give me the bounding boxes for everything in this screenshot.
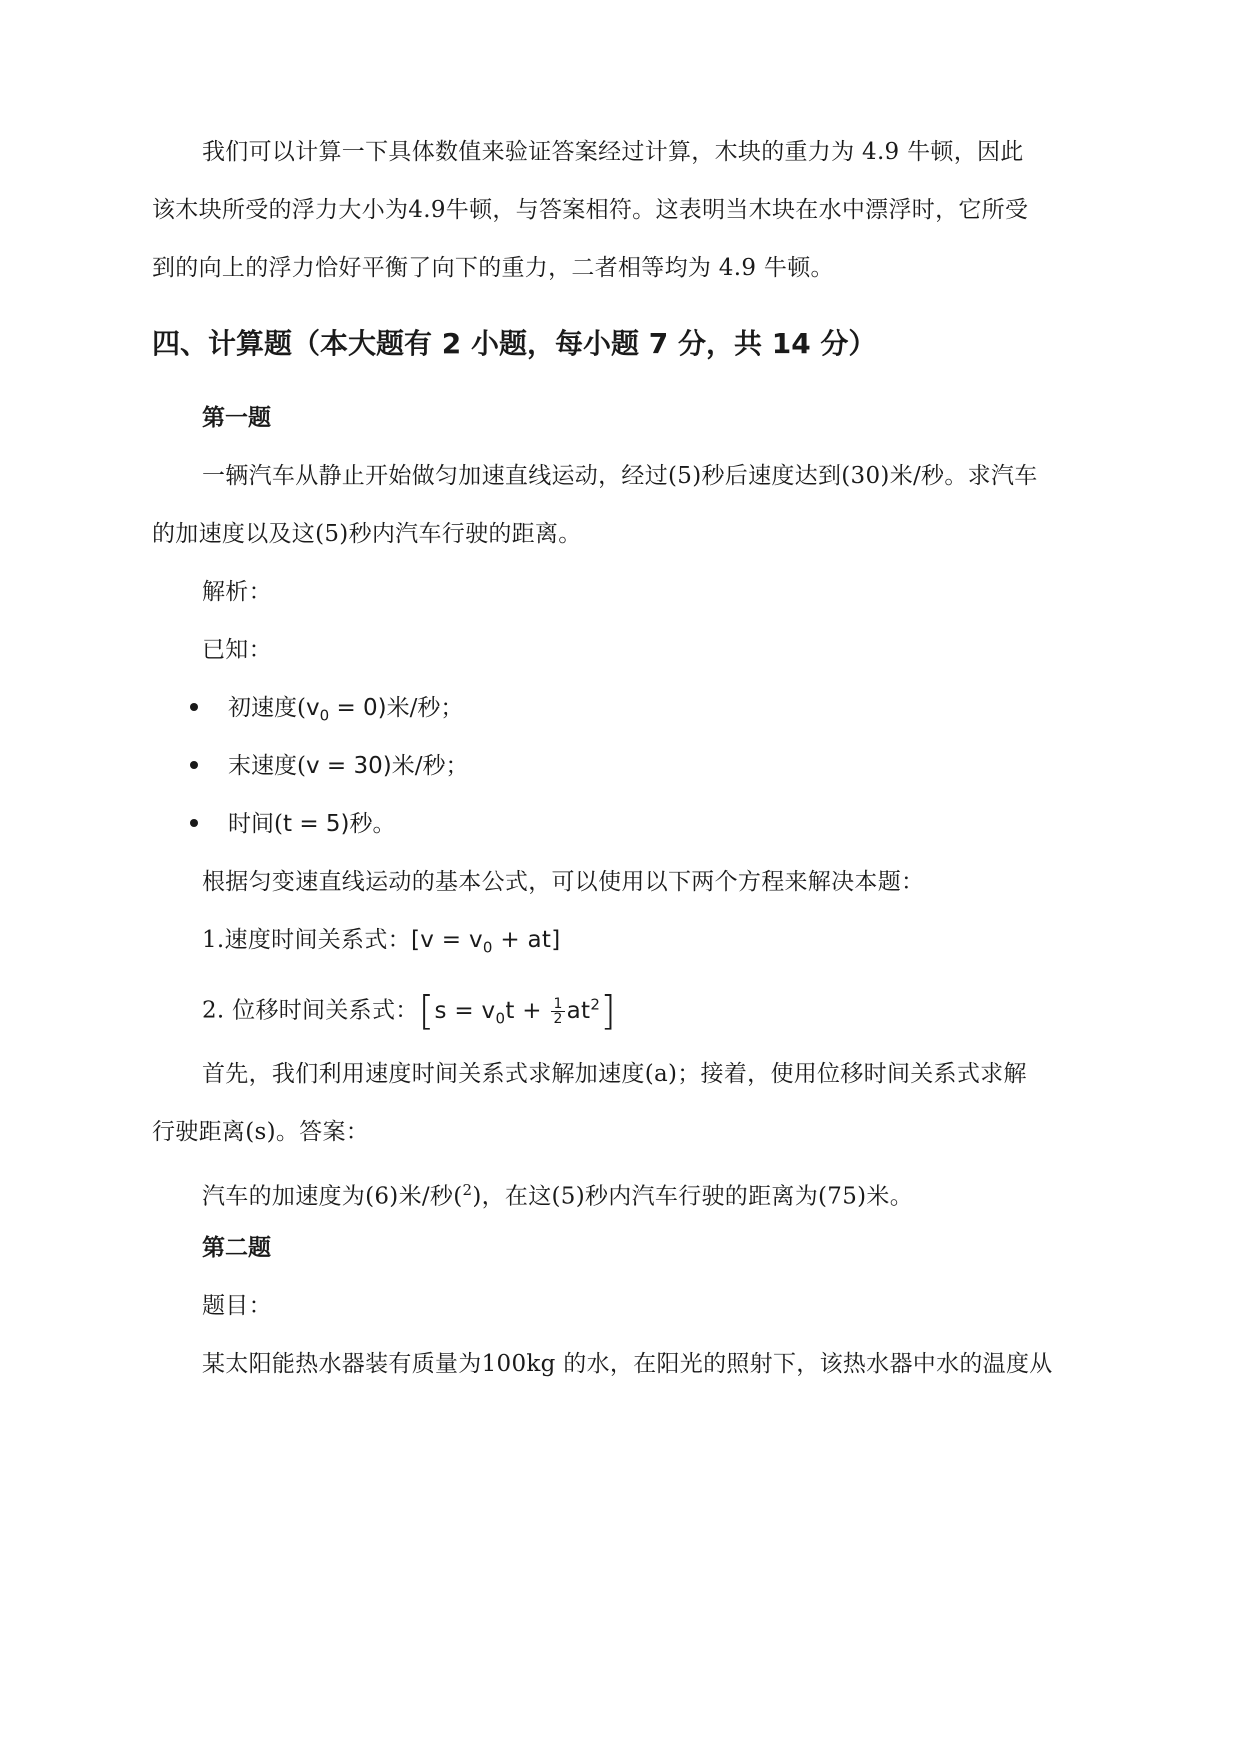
- answer-text: 汽车的加速度为(6)米/秒($^2$)，在这(5)秒内汽车行驶的距离为(75)米。: [202, 1181, 914, 1210]
- bullet-icon: [190, 819, 198, 827]
- subject-label: 题目：: [202, 1293, 272, 1319]
- formula-displacement: [$s = v_0t$ + $\frac{1}{2}$ $at^2$]: [418, 988, 617, 1035]
- analysis-label: 解析：: [202, 579, 272, 605]
- list-item: 末速度(v = 30)米/秒；: [190, 750, 469, 782]
- bullet-icon: [190, 703, 198, 711]
- formula-line: 1.速度时间关系式：$[v = v_0 + at]$: [202, 927, 561, 957]
- question-text: 的加速度以及这(5)秒内汽车行驶的距离。: [152, 521, 582, 547]
- bullet-icon: [190, 761, 198, 769]
- question-title: 第二题: [202, 1235, 271, 1261]
- paragraph-line: 到的向上的浮力恰好平衡了向下的重力，二者相等均为 4.9 牛顿。: [152, 255, 834, 281]
- method-text: 首先，我们利用速度时间关系式求解加速度(a)；接着，使用位移时间关系式求解: [202, 1061, 1027, 1087]
- question-text: 一辆汽车从静止开始做匀加速直线运动，经过(5)秒后速度达到(30)米/秒。求汽车: [202, 463, 1038, 489]
- paragraph-line: 我们可以计算一下具体数值来验证答案经过计算，木块的重力为 4.9 牛顿，因此: [202, 139, 1024, 165]
- known-label: 已知：: [202, 637, 272, 663]
- formula-line: 2. 位移时间关系式：[$s = v_0t$ + $\frac{1}{2}$ $at^2$]: [202, 988, 617, 1035]
- list-item: 时间(t = 5)秒。: [190, 808, 396, 840]
- section-heading: 四、计算题（本大题有 2 小题，每小题 7 分，共 14 分）: [152, 327, 877, 360]
- formula-velocity: $[v = v_0 + at]$: [410, 927, 561, 957]
- question-title: 第一题: [202, 405, 271, 431]
- paragraph-line: 该木块所受的浮力大小为4.9牛顿，与答案相符。这表明当木块在水中漂浮时，它所受: [152, 197, 1029, 223]
- method-text: 行驶距离(s)。答案：: [152, 1119, 370, 1145]
- list-item: 初速度$(v_0 = 0)$米/秒；: [190, 692, 463, 732]
- question-text: 某太阳能热水器装有质量为100kg 的水，在阳光的照射下，该热水器中水的温度从: [202, 1351, 1053, 1377]
- formula-intro: 根据匀变速直线运动的基本公式，可以使用以下两个方程来解决本题：: [202, 869, 925, 895]
